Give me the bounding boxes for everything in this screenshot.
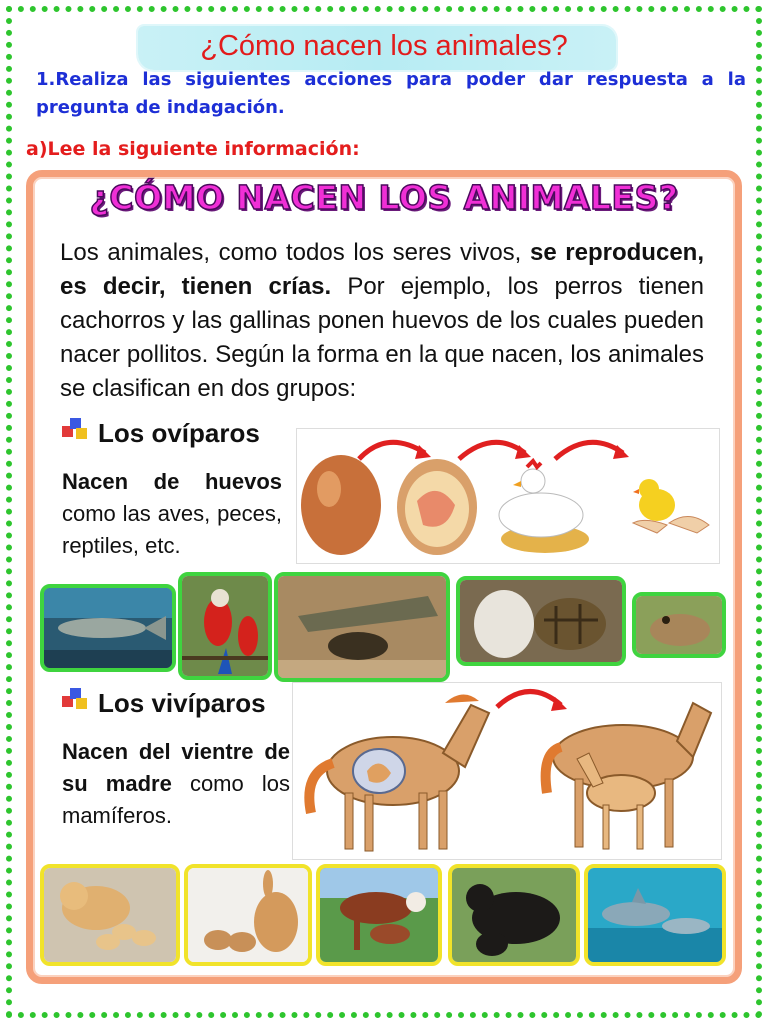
instruction-1 xyxy=(36,66,746,122)
intro-bold: se reproducen, es decir, tienen crías. xyxy=(60,239,704,300)
card-heading: ¿CÓMO NACEN LOS ANIMALES? xyxy=(89,178,679,217)
section-bullet-icon xyxy=(62,688,88,712)
photo-dolphins xyxy=(584,864,726,966)
photo-dog-puppies xyxy=(40,864,180,966)
photo-cows xyxy=(316,864,442,966)
instruction-a: a)Lee la siguiente información: xyxy=(26,138,360,160)
oviparos-title: Los ovíparos xyxy=(98,418,260,448)
intro-paragraph xyxy=(60,236,704,406)
page-title: ¿Cómo nacen los animales? xyxy=(200,30,568,62)
photo-fish xyxy=(40,584,176,672)
section-bullet-icon xyxy=(62,418,88,442)
photo-rabbits xyxy=(184,864,312,966)
viviparos-desc-rest: como los mamíferos. xyxy=(62,771,290,828)
photo-toad xyxy=(632,592,726,658)
viviparos-description xyxy=(62,736,290,832)
instruction-text: Realiza las siguientes acciones para poder dar respuesta a la pregunta de indagación. xyxy=(36,69,746,118)
oviparos-illustration xyxy=(296,428,720,564)
photo-crocodile xyxy=(274,572,450,682)
photo-bears xyxy=(448,864,580,966)
viviparos-illustration xyxy=(292,682,722,860)
oviparos-desc-bold: Nacen de huevos xyxy=(62,469,282,494)
photo-turtle xyxy=(456,576,626,666)
oviparos-desc-rest: como las aves, peces, reptiles, etc. xyxy=(62,501,282,558)
intro-part-2: Por ejemplo, los perros tienen cachorros y las gallinas ponen huevos de los cuales pueden nacer pollitos. Según la forma en la que nacen, los animales se clasifican en dos grupos: xyxy=(60,273,704,402)
viviparos-title: Los vivíparos xyxy=(98,688,266,718)
photo-parrot xyxy=(178,572,272,680)
intro-part-1: Los animales, como todos los seres vivos, xyxy=(60,239,530,266)
oviparos-description xyxy=(62,466,282,562)
instruction-number: 1. xyxy=(36,69,56,90)
viviparos-desc-bold: Nacen del vientre de su madre xyxy=(62,739,290,796)
